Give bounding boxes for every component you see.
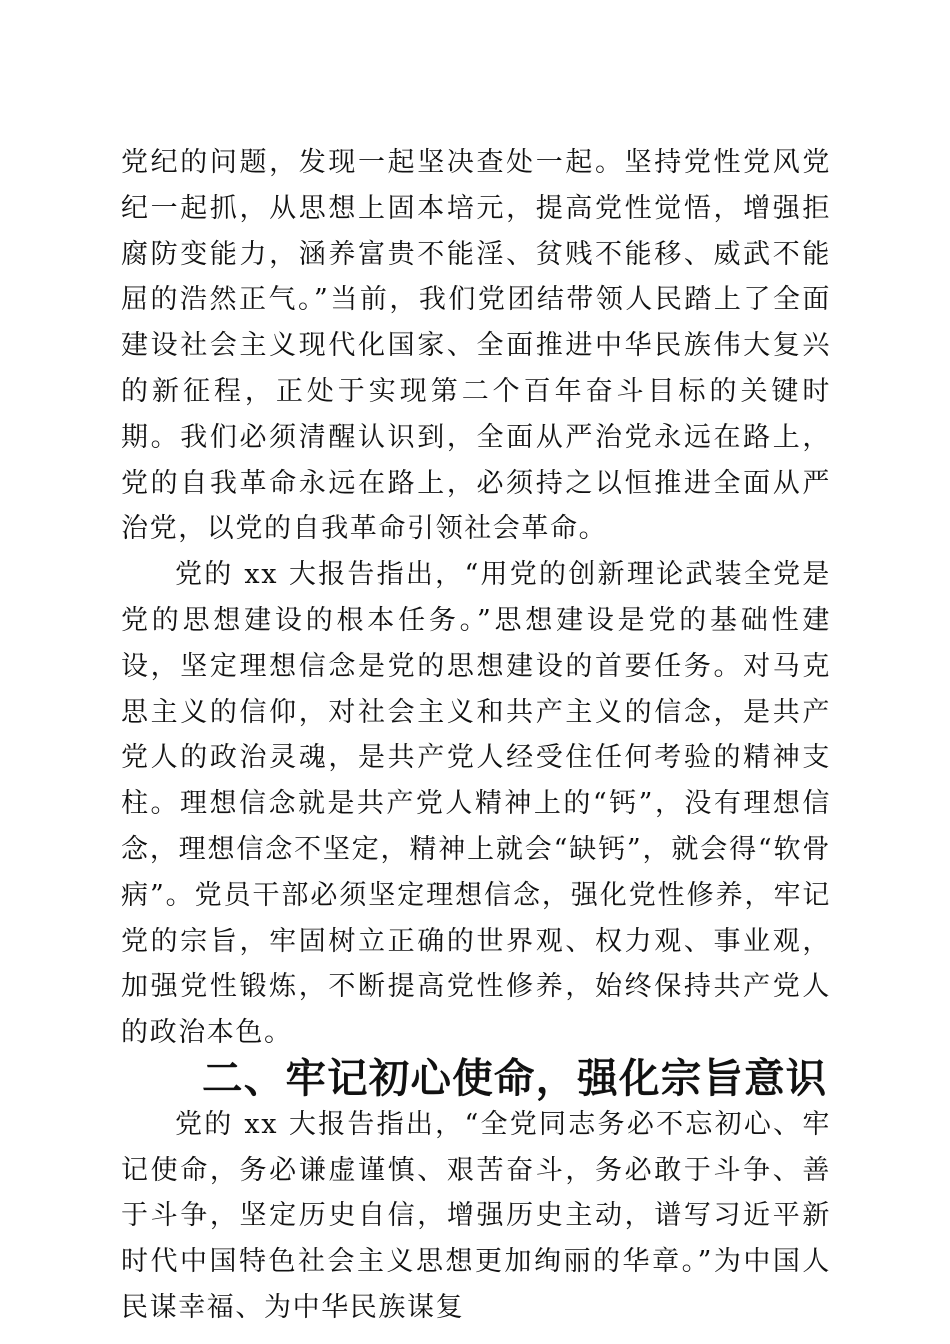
- continued-paragraph: 党纪的问题，发现一起坚决查处一起。坚持党性党风党纪一起抓，从思想上固本培元，提高党性觉悟，增强拒腐防变能力，涵养富贵不能淫、贫贱不能移、威武不能屈的浩然正气。”当前，我们党团结带领人民踏上了全面建设社会主义现代化国家、全面推进中华民族伟大复兴的新征程，正处于实现第二个百年奋斗目标的关键时期。我们必须清醒认识到，全面从严治党永远在路上，党的自我革命永远在路上，必须持之以恒推进全面从严治党，以党的自我革命引领社会革命。: [121, 147, 831, 545]
- paragraph-mission: 党的 xx 大报告指出，“全党同志务必不忘初心、牢记使命，务必谦虚谨慎、艰苦奋斗，务必敢于斗争、善于斗争，坚定历史自信，增强历史主动，谱写习近平新时代中国特色社会主义思想更加绚丽的华章。”为中国人民谋幸福、为中华民族谋复: [121, 1108, 831, 1323]
- document-body: [121, 140, 831, 1331]
- paragraph-ideology: 党的 xx 大报告指出，“用党的创新理论武装全党是党的思想建设的根本任务。”思想建设是党的基础性建设，坚定理想信念是党的思想建设的首要任务。对马克思主义的信仰，对社会主义和共产主义的信念，是共产党人的政治灵魂，是共产党人经受住任何考验的精神支柱。理想信念就是共产党人精神上的“钙”，没有理想信念，理想信念不坚定，精神上就会“缺钙”，就会得“软骨病”。党员干部必须坚定理想信念，强化党性修养，牢记党的宗旨，牢固树立正确的世界观、权力观、事业观，加强党性锻炼，不断提高党性修养，始终保持共产党人的政治本色。: [121, 559, 831, 1049]
- section-heading: 二、牢记初心使命，强化宗旨意识: [202, 1053, 828, 1102]
